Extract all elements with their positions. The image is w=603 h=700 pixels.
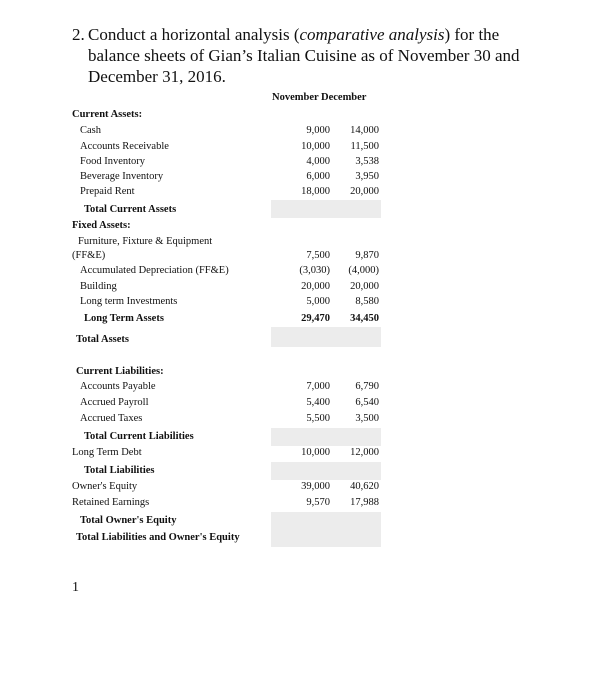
table-row (0, 463, 603, 479)
value-november: 10,000 (301, 447, 330, 458)
table-row (0, 248, 603, 264)
row-label: Fixed Assets: (72, 220, 131, 231)
row-label: (FF&E) (72, 250, 106, 261)
row-label: Long Term Debt (72, 447, 142, 458)
value-november: 39,000 (301, 481, 330, 492)
value-december: 20,000 (350, 281, 379, 292)
row-label: Long term Investments (80, 296, 178, 307)
table-row (0, 139, 603, 155)
table-row (0, 311, 603, 327)
row-label: Current Liabilities: (76, 366, 164, 377)
value-december: 6,540 (355, 397, 379, 408)
table-row (0, 530, 603, 546)
value-december: 17,988 (350, 497, 379, 508)
table-row (0, 495, 603, 511)
table-row (0, 513, 603, 529)
table-row (0, 364, 603, 380)
column-header-december: December (321, 92, 367, 103)
row-label: Long Term Assets (84, 313, 164, 324)
row-label: Total Owner's Equity (80, 515, 177, 526)
row-label: Building (80, 281, 117, 292)
table-row (0, 263, 603, 279)
value-november: 5,000 (306, 296, 330, 307)
value-november: 7,000 (306, 381, 330, 392)
table-row (0, 218, 603, 234)
value-november: 7,500 (306, 250, 330, 261)
value-november: 5,400 (306, 397, 330, 408)
question-number: 2. (72, 25, 85, 44)
value-december: 6,790 (355, 381, 379, 392)
row-label: Total Current Liabilities (84, 431, 194, 442)
value-november: 4,000 (306, 156, 330, 167)
question-text (72, 24, 542, 87)
row-label: Total Current Assets (84, 204, 177, 215)
table-row (0, 429, 603, 445)
row-label: Furniture, Fixture & Equipment (78, 236, 213, 247)
value-december: 11,500 (350, 141, 379, 152)
value-december: 12,000 (350, 447, 379, 458)
table-row (0, 294, 603, 310)
table-row (0, 445, 603, 461)
value-december: 3,538 (355, 156, 379, 167)
row-label: Retained Earnings (72, 497, 150, 508)
value-december: 8,580 (355, 296, 379, 307)
table-row (0, 184, 603, 200)
table-row (0, 279, 603, 295)
row-label: Total Liabilities (84, 465, 155, 476)
row-label: Accounts Receivable (80, 141, 169, 152)
table-row (0, 479, 603, 495)
row-label: Total Liabilities and Owner's Equity (76, 532, 240, 543)
row-label: Accrued Payroll (80, 397, 149, 408)
question-text-italic: comparative analysis (299, 25, 445, 44)
value-december: (4,000) (348, 265, 379, 276)
value-november: 9,000 (306, 125, 330, 136)
row-label: Accumulated Depreciation (FF&E) (80, 265, 229, 276)
value-november: 29,470 (301, 313, 330, 324)
value-december: 3,500 (355, 413, 379, 424)
value-november: 10,000 (301, 141, 330, 152)
row-label: Accounts Payable (80, 381, 156, 392)
table-row (0, 411, 603, 427)
value-november: (3,030) (299, 265, 330, 276)
value-november: 18,000 (301, 186, 330, 197)
table-row (0, 379, 603, 395)
value-november: 20,000 (301, 281, 330, 292)
row-label: Total Assets (76, 334, 129, 345)
table-row (0, 107, 603, 123)
row-label: Prepaid Rent (80, 186, 135, 197)
table-row (0, 169, 603, 185)
table-row (0, 123, 603, 139)
value-december: 14,000 (350, 125, 379, 136)
question-text-part-1: Conduct a horizontal analysis ( (88, 25, 300, 44)
row-label: Owner's Equity (72, 481, 138, 492)
value-november: 9,570 (306, 497, 330, 508)
value-december: 20,000 (350, 186, 379, 197)
row-label: Accrued Taxes (80, 413, 143, 424)
table-row (0, 202, 603, 218)
row-label: Food Inventory (80, 156, 146, 167)
question-text-part-2: ) for the balance sheets of Gian’s Italian Cuisine as of November 30 and December 31, 2016. (88, 25, 520, 86)
table-row (0, 154, 603, 170)
table-row (0, 395, 603, 411)
value-december: 9,870 (355, 250, 379, 261)
column-header-november: November (272, 92, 319, 103)
value-december: 3,950 (355, 171, 379, 182)
value-december: 34,450 (350, 313, 379, 324)
page-number: 1 (72, 580, 79, 595)
table-row (0, 332, 603, 348)
row-label: Current Assets: (72, 109, 143, 120)
row-label: Cash (80, 125, 101, 136)
value-december: 40,620 (350, 481, 379, 492)
value-november: 6,000 (306, 171, 330, 182)
value-november: 5,500 (306, 413, 330, 424)
row-label: Beverage Inventory (80, 171, 164, 182)
